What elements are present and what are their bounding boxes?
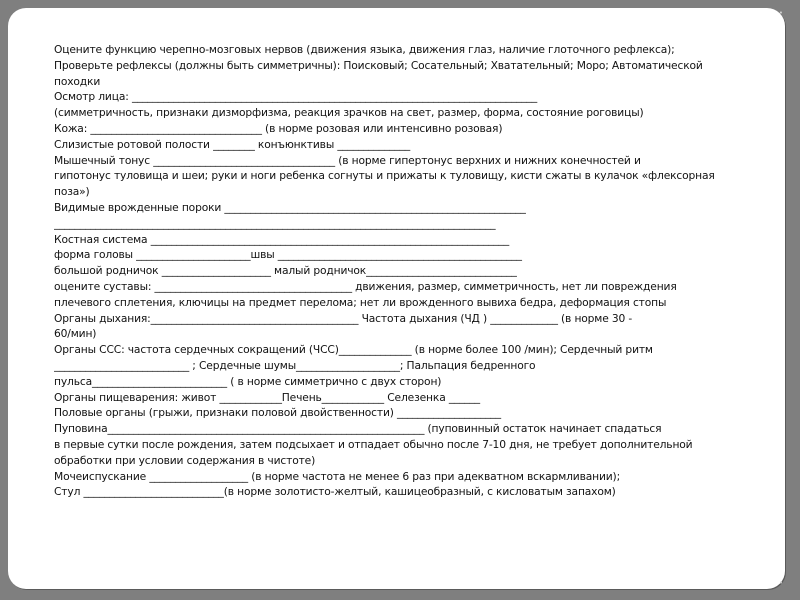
fontanelle-line: большой родничок _____________________ малый родничок_____________________________ [54, 264, 517, 278]
umbilical-note-cont: обработки при условии содержания в чистоте) [54, 453, 316, 467]
stool-line: Стул ___________________________(в норме золотисто-желтый, кашицеобразный, с кисловатым запахом) [54, 485, 616, 499]
genitals-line: Половые органы (грыжи, признаки половой двойственности) ____________________ [54, 406, 501, 420]
respiratory-line: Органы дыхания:________________________________________ Частота дыхания (ЧД ) _____________ (в норме 30 - [54, 311, 633, 325]
pulse-line: пульса__________________________ ( в норме симметрично с двух сторон) [54, 374, 442, 388]
reflexes-line: Проверьте рефлексы (должны быть симметричны): Поисковый; Сосательный; Хватательный; Моро; Автоматической [54, 58, 703, 72]
skin-line: Кожа: _________________________________ (в норме розовая или интенсивно розовая) [54, 121, 503, 135]
bone-system-line: Костная система _____________________________________________________________________ [54, 232, 510, 246]
corner-mark-top: • [778, 9, 783, 17]
respiratory-line-cont: 60/мин) [54, 327, 97, 341]
cardio-line-cont: __________________________ ; Сердечные шумы____________________; Пальпация бедренного [54, 358, 536, 372]
joints-line: оцените суставы: ______________________________________ движения, размер, симметричность, нет ли повреждения [54, 279, 677, 293]
urination-line: Мочеиспускание ___________________ (в норме частота не менее 6 раз при адекватном вскармливании); [54, 469, 621, 483]
muscle-tone-note: гипотонус туловища и шеи; руки и ноги ребенка согнуты и прижаты к туловищу, кисти сжаты в кулачок «флексорная [54, 169, 715, 183]
umbilical-note: в первые сутки после рождения, затем подсыхает и отпадает обычно после 7-10 дня, не требует дополнительной [54, 437, 693, 451]
cardio-line: Органы ССС: частота сердечных сокращений (ЧСС)______________ (в норме более 100 /мин); Сердечный ритм [54, 343, 653, 357]
head-shape-line: форма головы ______________________швы _______________________________________________ [54, 248, 522, 262]
slide-page [8, 8, 785, 589]
muscle-tone-line: Мышечный тонус ___________________________________ (в норме гипертонус верхних и нижних конечностей и [54, 153, 641, 167]
face-exam-line: Осмотр лица: ______________________________________________________________________________ [54, 90, 538, 104]
joints-note: плечевого сплетения, ключицы на предмет перелома; нет ли врожденного вывиха бедра, деформация стопы [54, 295, 667, 309]
muscle-tone-note-cont: поза») [54, 185, 90, 199]
cranial-nerves-line: Оцените функцию черепно-мозговых нервов (движения языка, движения глаз, наличие глоточного рефлекса); [54, 43, 675, 56]
congenital-defects-blank: _____________________________________________________________________________________ [54, 216, 496, 230]
reflexes-line-cont: походки [54, 74, 101, 88]
face-exam-note: (симметричность, признаки дизморфизма, реакция зрачков на свет, размер, форма, состояние роговицы) [54, 106, 644, 120]
congenital-defects-line: Видимые врожденные пороки __________________________________________________________ [54, 200, 526, 214]
digestive-line: Органы пищеварения: живот ____________Печень____________ Селезенка ______ [54, 390, 481, 404]
corner-mark-bottom: • [778, 579, 783, 587]
document-text [54, 42, 722, 500]
umbilical-line: Пуповина_____________________________________________________________ (пуповинный остаток начинает спадаться [54, 422, 662, 436]
mucosa-line: Слизистые ротовой полости ________ конъюнктивы ______________ [54, 137, 411, 151]
